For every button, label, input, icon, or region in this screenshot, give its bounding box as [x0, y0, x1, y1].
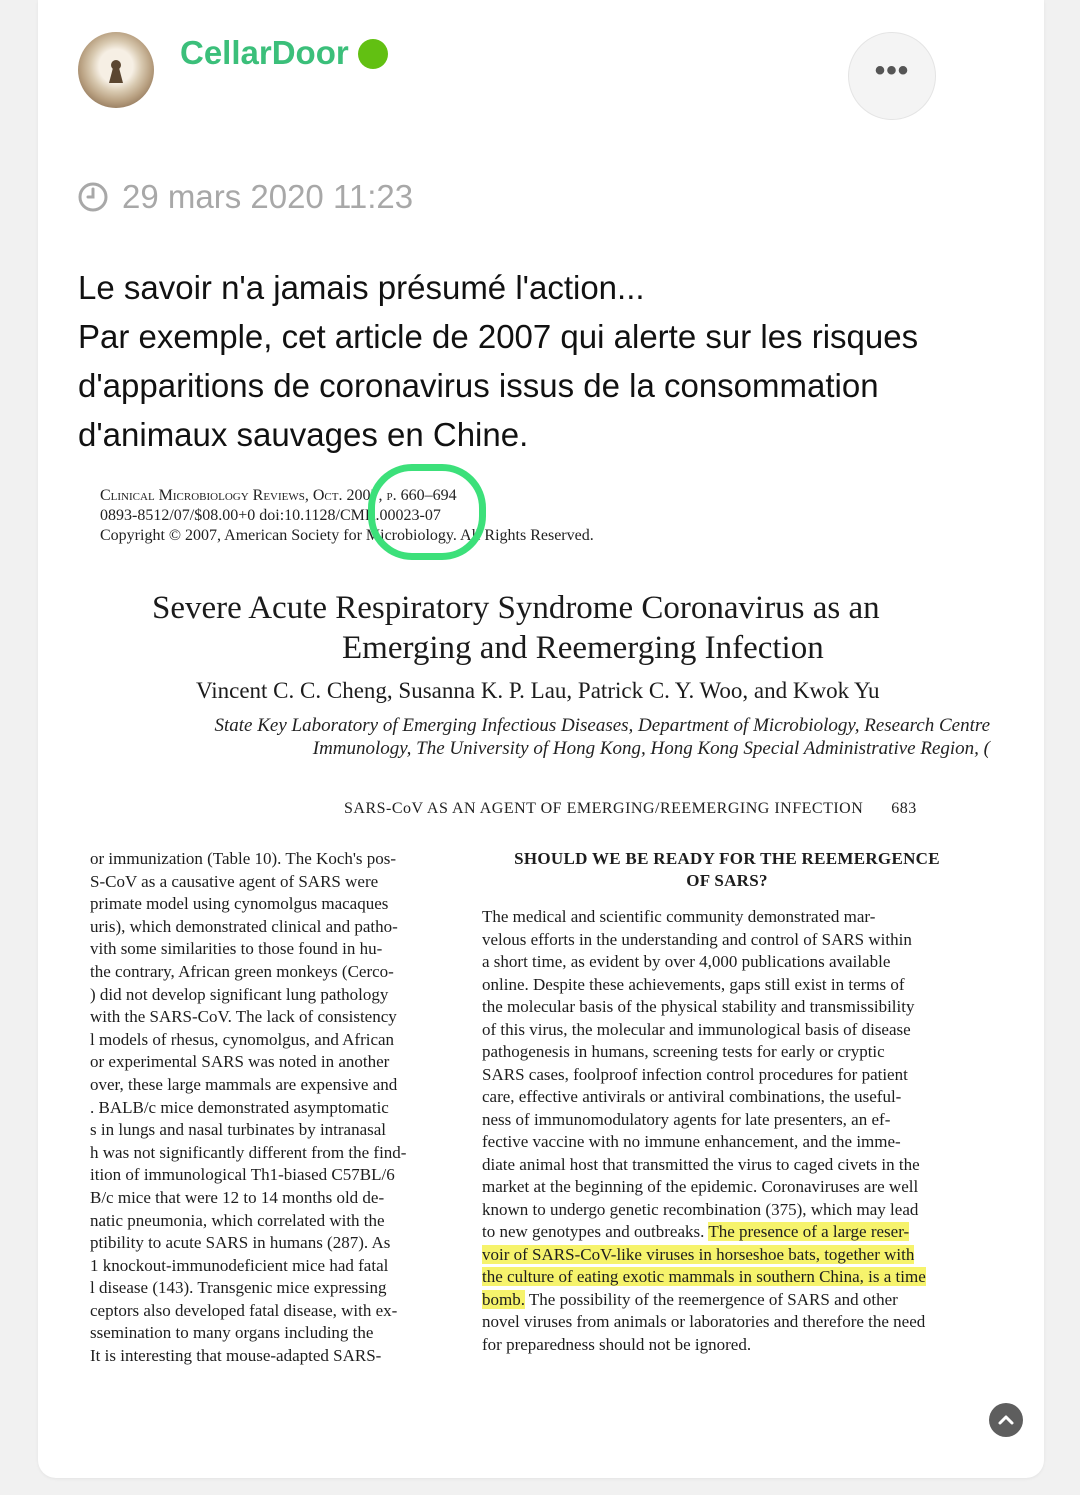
text-line: primate model using cynomolgus macaques: [90, 894, 389, 914]
text-line: the molecular basis of the physical stability and transmissibility: [482, 997, 915, 1016]
article-authors: Vincent C. C. Cheng, Susanna K. P. Lau, Patrick C. Y. Woo, and Kwok Yu: [196, 678, 880, 703]
left-column: [90, 848, 446, 1368]
article-title: [152, 588, 994, 668]
text-line: [482, 1221, 972, 1244]
right-column-body: [482, 906, 972, 1221]
text-line: S-CoV as a causative agent of SARS were: [90, 871, 379, 891]
text-line: a short time, as evident by over 4,000 publications available: [482, 952, 891, 971]
more-options-button[interactable]: [848, 32, 936, 120]
text-line: ) did not develop significant lung pathology: [90, 984, 389, 1004]
text-line: [482, 1289, 972, 1312]
section-heading-line: OF SARS?: [686, 871, 768, 890]
running-head-title: SARS-CoV AS AN AGENT OF EMERGING/REEMERGING INFECTION: [344, 800, 864, 817]
text-line: ssemination to many organs including the: [90, 1323, 374, 1343]
title-line: Emerging and Reemerging Infection: [342, 630, 824, 666]
post-line: d'apparitions de coronavirus issus de la consommation: [78, 367, 879, 404]
text-line: pathogenesis in humans, screening tests for early or cryptic: [482, 1042, 885, 1061]
article-scan-image[interactable]: [60, 470, 1020, 1390]
text-line: l models of rhesus, cynomolgus, and African: [90, 1029, 395, 1049]
text-line: vith some similarities to those found in hu-: [90, 939, 383, 959]
text-line: for preparedness should not be ignored.: [482, 1334, 752, 1354]
highlighted-text: the culture of eating exotic mammals in southern China, is a time: [482, 1267, 926, 1286]
text-line: h was not significantly different from the find-: [90, 1142, 407, 1162]
text-line: ceptors also developed fatal disease, with ex-: [90, 1300, 398, 1320]
text-line: 1 knockout-immunodeficient mice had fatal: [90, 1255, 389, 1275]
highlighted-text: The presence of a large reser-: [708, 1222, 910, 1241]
text-line: [482, 1266, 972, 1289]
text-line: The medical and scientific community demonstrated mar-: [482, 907, 876, 926]
text-line: fective vaccine with no immune enhancement, and the imme-: [482, 1132, 901, 1151]
text-line: the contrary, African green monkeys (Cerco-: [90, 961, 394, 981]
text-line: s in lungs and nasal turbinates by intranasal: [90, 1120, 387, 1140]
highlighted-text: bomb.: [482, 1289, 525, 1309]
text-line: novel viruses from animals or laboratories and therefore the need: [482, 1312, 926, 1331]
annotation-circle: [368, 464, 486, 560]
text-line: SARS cases, foolproof infection control procedures for patient: [482, 1064, 908, 1084]
copyright-line: Copyright © 2007, American Society for Microbiology. All Rights Reserved.: [100, 527, 594, 544]
clock-icon: [77, 181, 109, 213]
text-line: online. Despite these achievements, gaps still exist in terms of: [482, 974, 905, 994]
text-run: The possibility of the reemergence of SARS and other: [524, 1289, 898, 1309]
author-name[interactable]: CellarDoor: [180, 34, 349, 71]
post-timestamp: 29 mars 2020 11:23: [122, 178, 414, 215]
text-line: velous efforts in the understanding and control of SARS within: [482, 929, 912, 949]
text-line: [482, 1244, 972, 1267]
text-line: or experimental SARS was noted in another: [90, 1052, 390, 1072]
doi-line: 0893-8512/07/$08.00+0 doi:10.1128/CMR.00023-07: [100, 507, 441, 524]
text-line: It is interesting that mouse-adapted SARS-: [90, 1346, 382, 1366]
scroll-to-top-button[interactable]: [989, 1403, 1023, 1437]
chevron-up-icon: [996, 1410, 1016, 1430]
text-line: uris), which demonstrated clinical and patho-: [90, 916, 398, 936]
text-line: l disease (143). Transgenic mice expressing: [90, 1278, 387, 1298]
affiliation-line: Immunology, The University of Hong Kong, Hong Kong Special Administrative Region, (: [312, 738, 990, 759]
title-line: Severe Acute Respiratory Syndrome Coronavirus as an: [152, 590, 880, 626]
post-body: [78, 263, 1008, 459]
more-dots-icon: •••: [874, 54, 910, 87]
section-heading-line: SHOULD WE BE READY FOR THE REEMERGENCE: [514, 849, 940, 868]
text-line: diate animal host that transmitted the virus to caged civets in the: [482, 1154, 920, 1174]
text-line: care, effective antivirals or antiviral combinations, the useful-: [482, 1087, 902, 1106]
text-line: . BALB/c mice demonstrated asymptomatic: [90, 1097, 389, 1117]
avatar[interactable]: [78, 32, 154, 108]
keyhole-image-base: [109, 67, 123, 83]
text-line: ness of immunomodulatory agents for late presenters, an ef-: [482, 1109, 891, 1129]
text-line: B/c mice that were 12 to 14 months old de-: [90, 1187, 385, 1207]
page-number: 683: [891, 800, 917, 817]
affiliation-line: State Key Laboratory of Emerging Infectious Diseases, Department of Microbiology, Research Centre: [214, 715, 990, 736]
text-line: known to undergo genetic recombination (375), which may lead: [482, 1199, 919, 1219]
post-line: Le savoir n'a jamais présumé l'action...: [78, 269, 645, 306]
text-run: to new genotypes and outbreaks.: [482, 1222, 709, 1241]
running-head: [344, 800, 917, 818]
text-line: of this virus, the molecular and immunological basis of disease: [482, 1019, 911, 1039]
post-line: Par exemple, cet article de 2007 qui alerte sur les risques: [78, 318, 919, 355]
article-header: [100, 486, 594, 546]
highlighted-text: voir of SARS-CoV-like viruses in horseshoe bats, together with: [482, 1244, 915, 1264]
text-line: natic pneumonia, which correlated with the: [90, 1210, 385, 1230]
section-heading: [482, 848, 972, 892]
right-column: [482, 848, 972, 1356]
article-affiliation: [160, 714, 990, 760]
online-status-indicator: [358, 39, 388, 69]
right-column-tail: [482, 1311, 972, 1356]
text-line: or immunization (Table 10). The Koch's pos-: [90, 849, 397, 868]
text-line: with the SARS-CoV. The lack of consistency: [90, 1007, 397, 1027]
text-line: over, these large mammals are expensive and: [90, 1074, 398, 1094]
text-line: market at the beginning of the epidemic. Coronaviruses are well: [482, 1177, 919, 1196]
text-line: ition of immunological Th1-biased C57BL/6: [90, 1165, 395, 1185]
text-line: ptibility to acute SARS in humans (287). As: [90, 1233, 391, 1253]
journal-line: Clinical Microbiology Reviews, Oct. 2007, p. 660–694: [100, 487, 457, 504]
post-line: d'animaux sauvages en Chine.: [78, 416, 529, 453]
